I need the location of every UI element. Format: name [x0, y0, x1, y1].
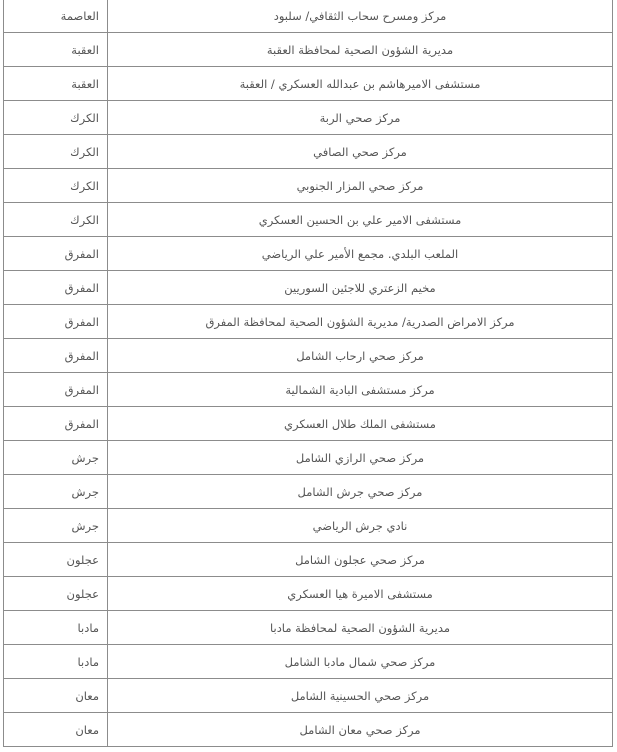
governorate-cell: معان — [4, 713, 108, 747]
location-cell: مركز ومسرح سحاب الثقافي/ سلبود — [108, 0, 613, 33]
location-cell: نادي جرش الرياضي — [108, 509, 613, 543]
locations-table-body — [4, 0, 613, 747]
location-cell: مركز صحي الصافي — [108, 135, 613, 169]
table-row — [4, 135, 613, 169]
table-row — [4, 713, 613, 747]
table-row — [4, 339, 613, 373]
governorate-cell: المفرق — [4, 407, 108, 441]
location-cell: مركز صحي المزار الجنوبي — [108, 169, 613, 203]
location-cell: مركز مستشفى البادية الشمالية — [108, 373, 613, 407]
location-cell: مستشفى الملك طلال العسكري — [108, 407, 613, 441]
location-cell: الملعب البلدي. مجمع الأمير علي الرياضي — [108, 237, 613, 271]
governorate-cell: المفرق — [4, 305, 108, 339]
table-row — [4, 679, 613, 713]
table-row — [4, 237, 613, 271]
table-row — [4, 611, 613, 645]
table-row — [4, 407, 613, 441]
location-cell: مديرية الشؤون الصحية لمحافظة مادبا — [108, 611, 613, 645]
location-cell: مركز صحي معان الشامل — [108, 713, 613, 747]
location-cell: مركز صحي الرازي الشامل — [108, 441, 613, 475]
location-cell: مستشفى الاميرة هيا العسكري — [108, 577, 613, 611]
governorate-cell: الكرك — [4, 135, 108, 169]
table-row — [4, 645, 613, 679]
location-cell: مستشفى الاميرهاشم بن عبدالله العسكري / العقبة — [108, 67, 613, 101]
governorate-cell: عجلون — [4, 577, 108, 611]
location-cell: مركز صحي الربة — [108, 101, 613, 135]
table-row — [4, 577, 613, 611]
location-cell: مخيم الزعتري للاجئين السوريين — [108, 271, 613, 305]
location-cell: مديرية الشؤون الصحية لمحافظة العقبة — [108, 33, 613, 67]
table-row — [4, 101, 613, 135]
location-cell: مركز صحي ارحاب الشامل — [108, 339, 613, 373]
table-row — [4, 543, 613, 577]
governorate-cell: مادبا — [4, 611, 108, 645]
location-cell: مركز الامراض الصدرية/ مديرية الشؤون الصحية لمحافظة المفرق — [108, 305, 613, 339]
location-cell: مركز صحي عجلون الشامل — [108, 543, 613, 577]
locations-table — [3, 0, 613, 747]
table-row — [4, 271, 613, 305]
table-row — [4, 0, 613, 33]
governorate-cell: الكرك — [4, 203, 108, 237]
governorate-cell: الكرك — [4, 169, 108, 203]
table-row — [4, 67, 613, 101]
governorate-cell: العقبة — [4, 67, 108, 101]
governorate-cell: العقبة — [4, 33, 108, 67]
governorate-cell: المفرق — [4, 373, 108, 407]
table-row — [4, 203, 613, 237]
governorate-cell: جرش — [4, 441, 108, 475]
location-cell: مركز صحي جرش الشامل — [108, 475, 613, 509]
location-cell: مستشفى الامير علي بن الحسين العسكري — [108, 203, 613, 237]
table-row — [4, 441, 613, 475]
governorate-cell: المفرق — [4, 339, 108, 373]
governorate-cell: عجلون — [4, 543, 108, 577]
governorate-cell: العاصمة — [4, 0, 108, 33]
governorate-cell: مادبا — [4, 645, 108, 679]
table-row — [4, 475, 613, 509]
table-row — [4, 373, 613, 407]
location-cell: مركز صحي شمال مادبا الشامل — [108, 645, 613, 679]
governorate-cell: جرش — [4, 509, 108, 543]
governorate-cell: جرش — [4, 475, 108, 509]
governorate-cell: معان — [4, 679, 108, 713]
location-cell: مركز صحي الحسينية الشامل — [108, 679, 613, 713]
table-row — [4, 169, 613, 203]
governorate-cell: الكرك — [4, 101, 108, 135]
table-row — [4, 33, 613, 67]
governorate-cell: المفرق — [4, 271, 108, 305]
governorate-cell: المفرق — [4, 237, 108, 271]
locations-table-wrapper — [3, 0, 612, 747]
table-row — [4, 509, 613, 543]
table-row — [4, 305, 613, 339]
